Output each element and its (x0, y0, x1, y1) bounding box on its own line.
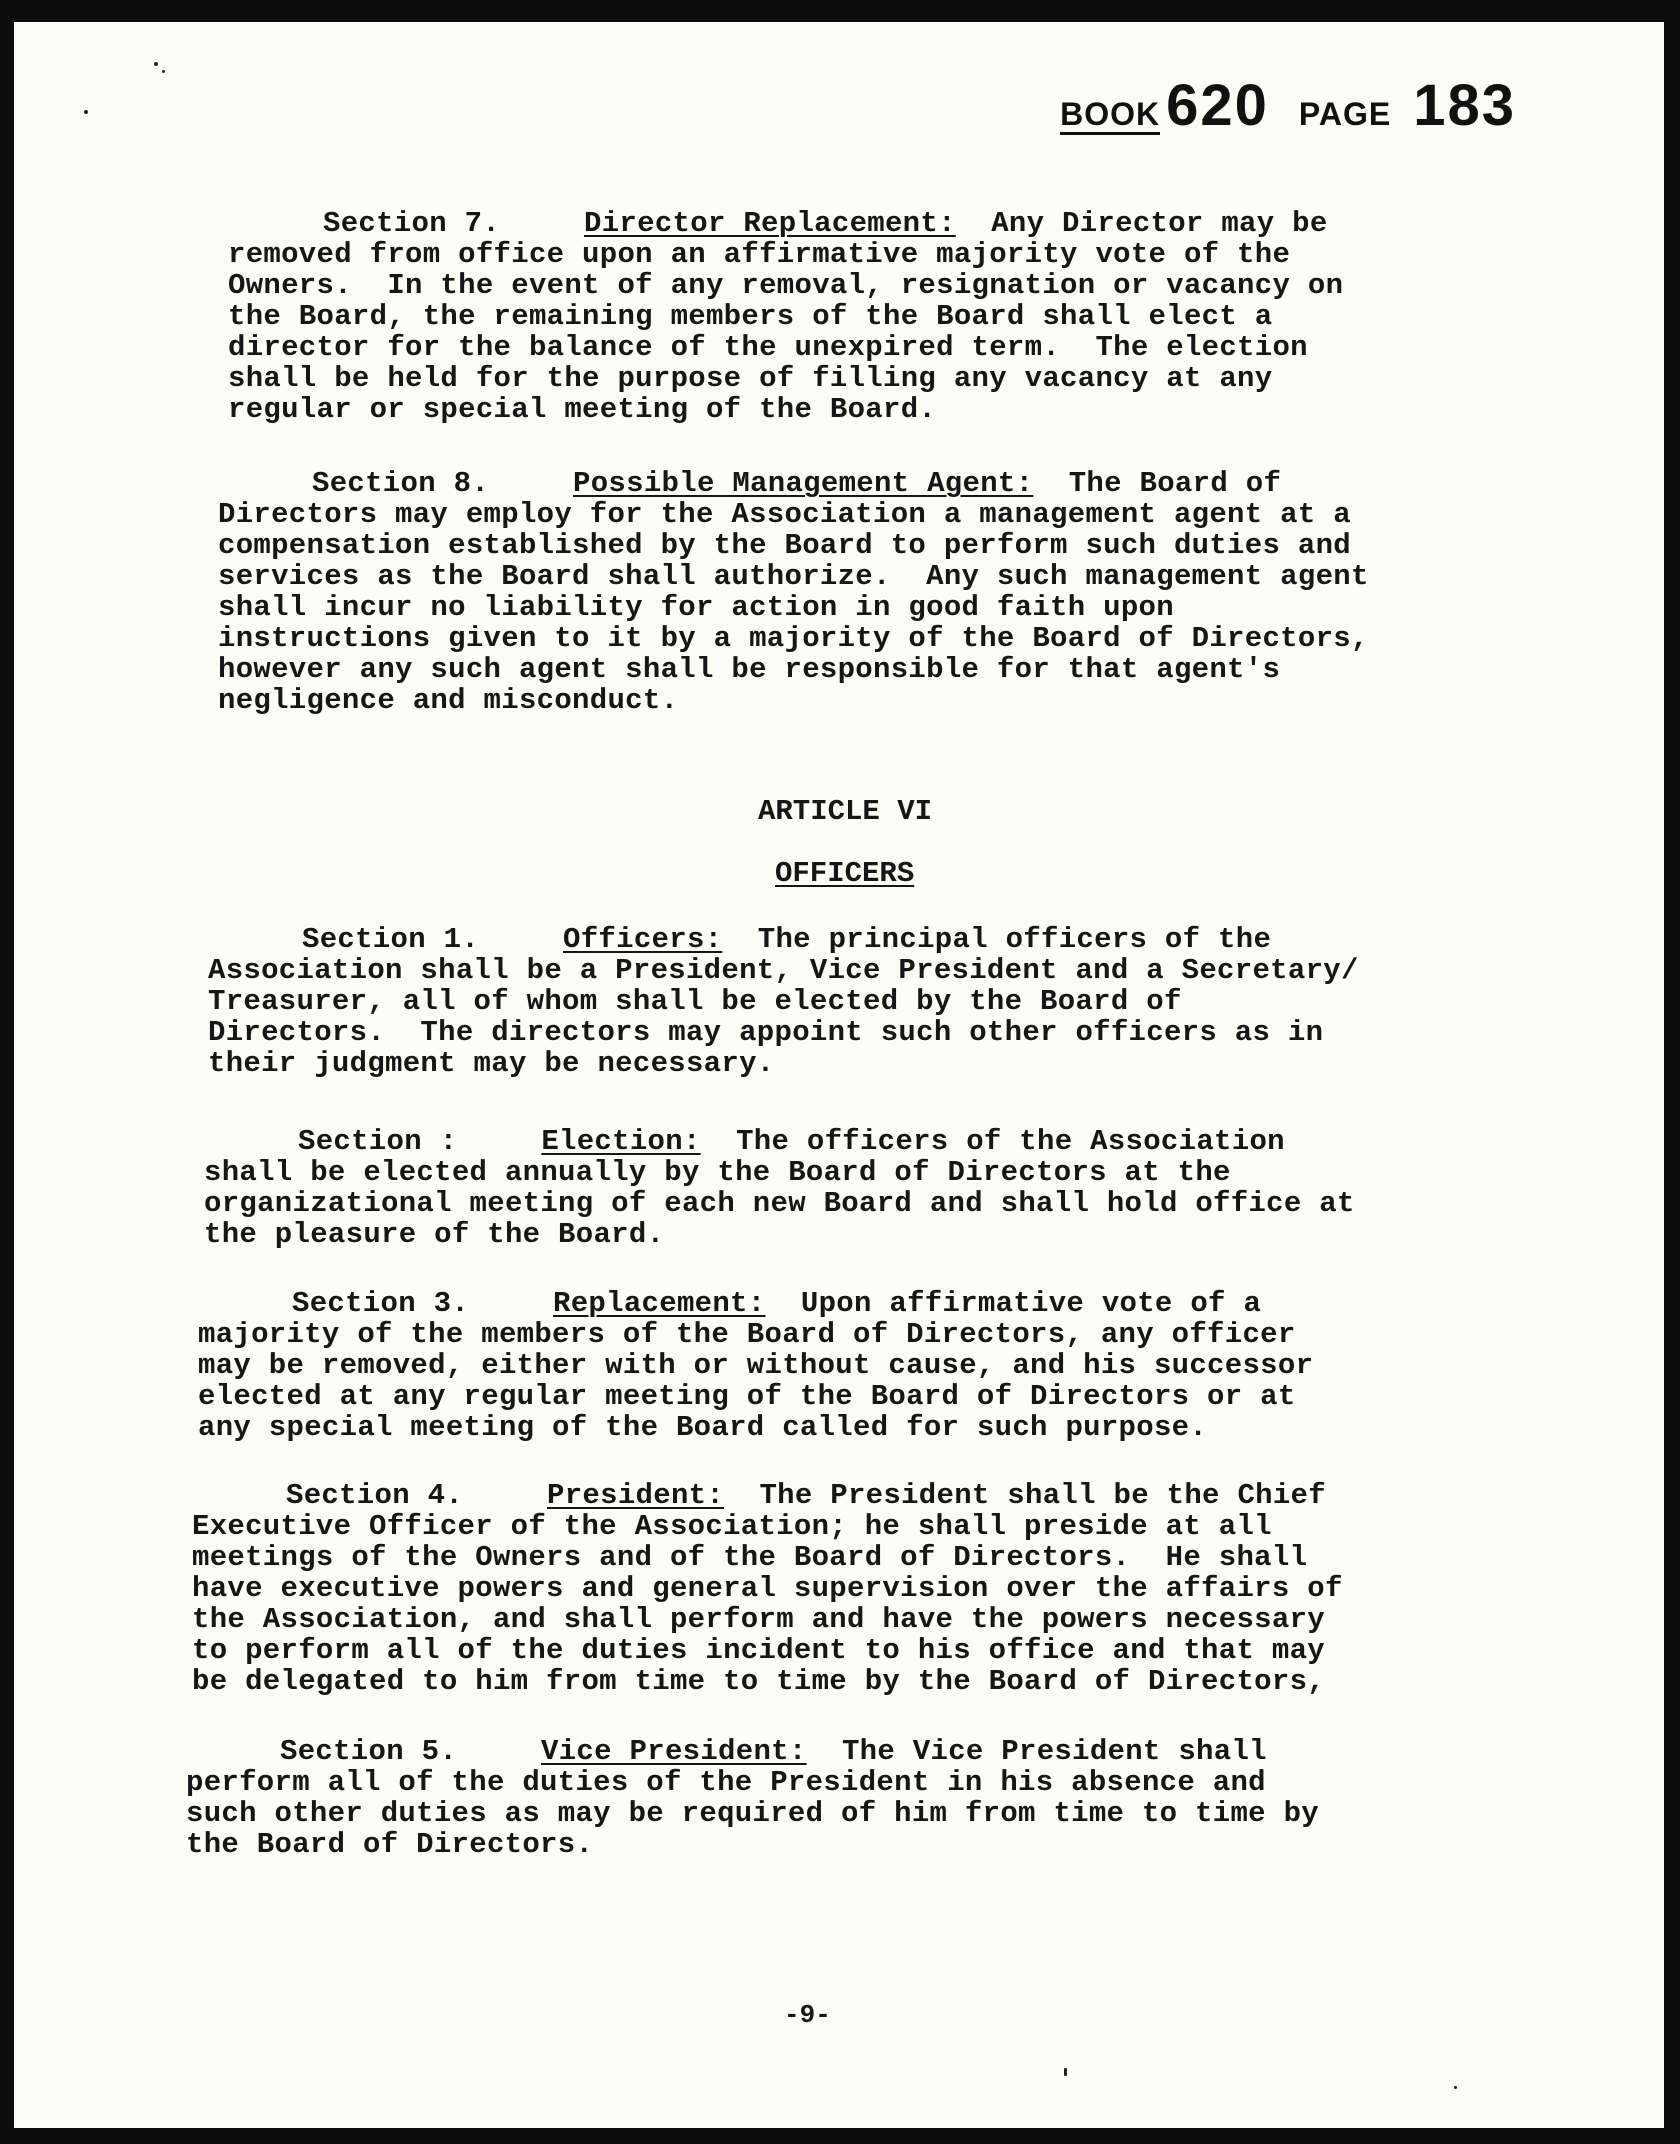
section-title: Replacement: (553, 1287, 766, 1320)
scan-speck (1064, 2068, 1067, 2076)
scan-speck (84, 110, 88, 114)
section-line: instructions given to it by a majority of the Board of Directors, (218, 622, 1369, 655)
section-title: Officers: (563, 923, 723, 956)
section-line: compensation established by the Board to perform such duties and (218, 529, 1351, 562)
section-line: services as the Board shall authorize. Any such management agent (218, 560, 1369, 593)
article-number: ARTICLE VI (758, 795, 933, 828)
section-title: Possible Management Agent: (573, 467, 1034, 500)
section-line: any special meeting of the Board called for such purpose. (198, 1411, 1208, 1444)
section-line: organizational meeting of each new Board and shall hold office at (204, 1187, 1355, 1220)
section-line: such other duties as may be required of him from time to time by (186, 1797, 1319, 1830)
section-line: majority of the members of the Board of Directors, any officer (198, 1318, 1296, 1351)
section-2 (204, 1126, 1355, 1250)
section-line: to perform all of the duties incident to his office and that may (192, 1634, 1325, 1667)
section-title: Vice President: (541, 1735, 807, 1768)
section-line: perform all of the duties of the President in his absence and (186, 1766, 1266, 1799)
section-line: the Board, the remaining members of the Board shall elect a (228, 300, 1273, 333)
section-title: Election: (541, 1125, 701, 1158)
section-line: director for the balance of the unexpired term. The election (228, 331, 1308, 364)
article-title: OFFICERS (775, 857, 915, 890)
section-heading: Section : (298, 1125, 458, 1158)
document-page (14, 22, 1664, 2128)
section-line: removed from office upon an affirmative majority vote of the (228, 238, 1291, 271)
page-label: PAGE (1298, 96, 1392, 132)
page-folio: -9- (784, 2000, 831, 2030)
section-line: however any such agent shall be responsible for that agent's (218, 653, 1281, 686)
book-number: 620 (1166, 73, 1269, 138)
section-line: Treasurer, all of whom shall be elected by the Board of (208, 985, 1182, 1018)
scan-speck (162, 70, 165, 73)
section-7 (228, 208, 1343, 425)
section-heading: Section 8. (312, 467, 490, 500)
section-line: negligence and misconduct. (218, 684, 679, 717)
section-heading: Section 5. (280, 1735, 458, 1768)
section-8 (218, 468, 1369, 716)
page-number: 183 (1413, 73, 1516, 138)
section-3 (198, 1288, 1313, 1443)
section-heading: Section 4. (286, 1479, 464, 1512)
section-line: the Board of Directors. (186, 1828, 594, 1861)
section-line: elected at any regular meeting of the Board of Directors or at (198, 1380, 1296, 1413)
scan-speck (154, 62, 158, 66)
section-line: be delegated to him from time to time by the Board of Directors, (192, 1665, 1325, 1698)
book-label: BOOK (1060, 98, 1160, 135)
section-line: The Board of (1068, 467, 1282, 500)
section-heading: Section 3. (292, 1287, 470, 1320)
section-line: The President shall be the Chief (759, 1479, 1326, 1512)
section-1 (208, 924, 1359, 1079)
section-line: shall be held for the purpose of filling any vacancy at any (228, 362, 1273, 395)
section-line: have executive powers and general supervision over the affairs of (192, 1572, 1343, 1605)
section-5 (186, 1736, 1319, 1860)
section-line: Directors. The directors may appoint such other officers as in (208, 1016, 1324, 1049)
section-line: Association shall be a President, Vice President and a Secretary/ (208, 954, 1359, 987)
section-line: Any Director may be (991, 207, 1328, 240)
section-line: Executive Officer of the Association; he shall preside at all (192, 1510, 1272, 1543)
section-line: The Vice President shall (841, 1735, 1267, 1768)
section-line: meetings of the Owners and of the Board of Directors. He shall (192, 1541, 1308, 1574)
section-heading: Section 1. (302, 923, 480, 956)
section-line: their judgment may be necessary. (208, 1047, 775, 1080)
section-title: Director Replacement: (584, 207, 956, 240)
section-line: shall be elected annually by the Board of Directors at the (204, 1156, 1231, 1189)
scan-speck (1454, 2086, 1457, 2089)
section-line: regular or special meeting of the Board. (228, 393, 937, 426)
book-page-stamp (1060, 72, 1516, 139)
section-heading: Section 7. (323, 207, 501, 240)
section-line: Upon affirmative vote of a (800, 1287, 1262, 1320)
section-4 (192, 1480, 1343, 1697)
section-line: the Association, and shall perform and have the powers necessary (192, 1603, 1325, 1636)
section-line: the pleasure of the Board. (204, 1218, 665, 1251)
section-line: Directors may employ for the Association a management agent at a (218, 498, 1351, 531)
section-line: Owners. In the event of any removal, resignation or vacancy on (228, 269, 1344, 302)
section-line: The officers of the Association (736, 1125, 1285, 1158)
section-title: President: (547, 1479, 725, 1512)
section-line: shall incur no liability for action in good faith upon (218, 591, 1174, 624)
section-line: The principal officers of the (757, 923, 1272, 956)
section-line: may be removed, either with or without cause, and his successor (198, 1349, 1314, 1382)
